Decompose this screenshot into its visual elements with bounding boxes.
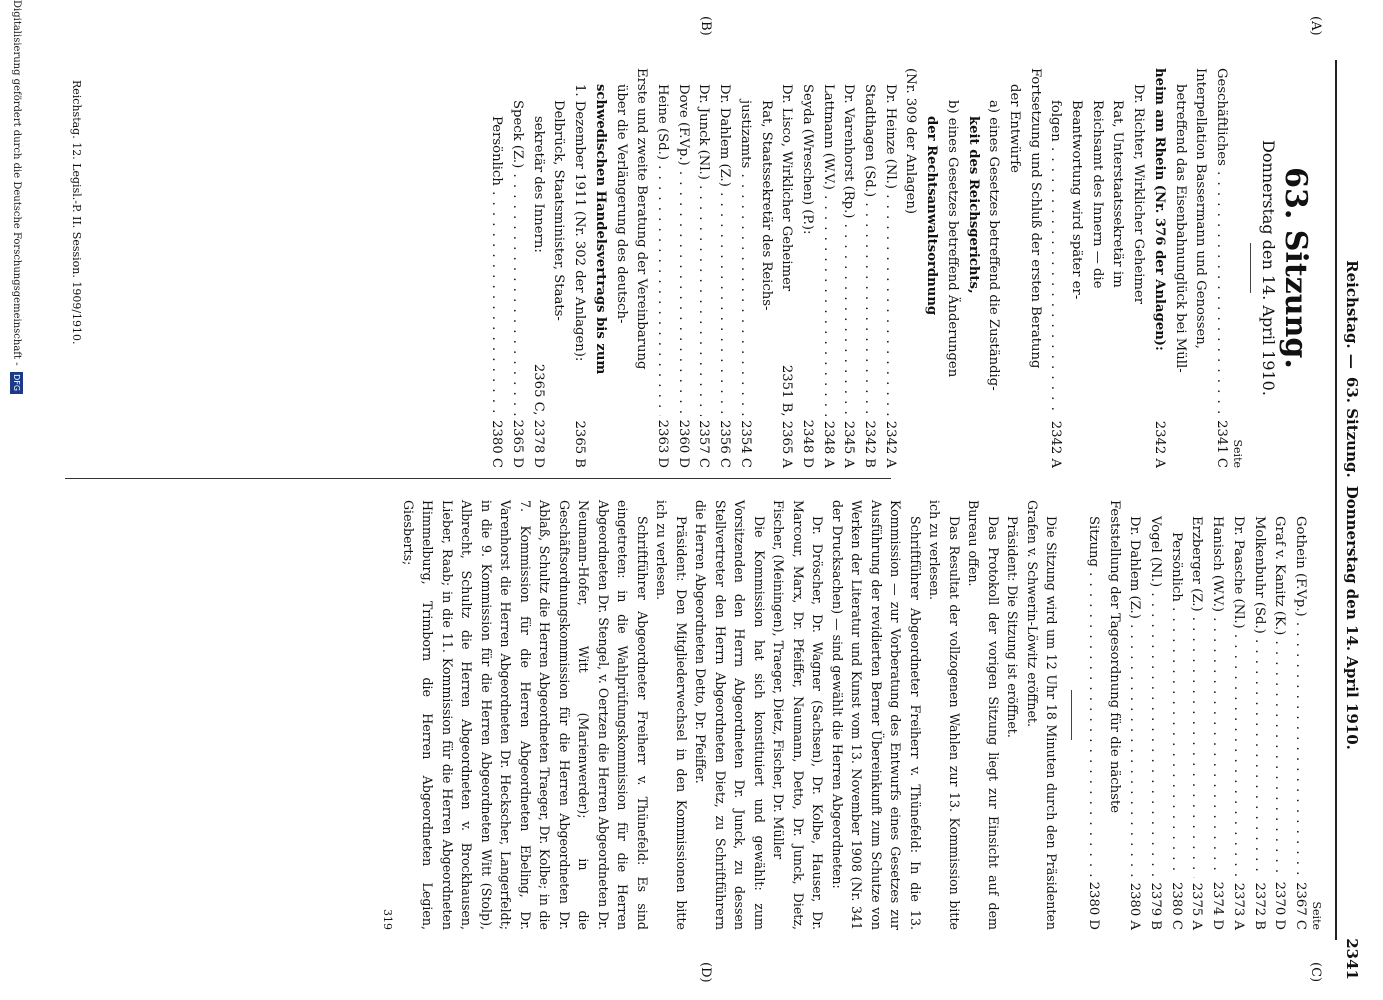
proceedings-paragraph: Das Protokoll der vorigen Sitzung liegt zur Einsicht auf dem Bureau offen.	[966, 500, 1001, 930]
toc-entry-page: 2342 B	[862, 420, 878, 468]
toc-entry-page	[920, 416, 941, 468]
toc-entry-text: keit des Reichsgerichts,	[965, 116, 981, 294]
proceedings-paragraph: Das Resultat der vollzogenen Wahlen zur 13. Kommission bitte ich zu verlesen.	[927, 500, 962, 930]
column-divider	[65, 478, 891, 479]
toc-entry-page: 2348 D	[799, 419, 815, 468]
toc-entry-text: Fortsetzung und Schluß der ersten Beratung	[1027, 68, 1043, 369]
page-number: 2341	[1343, 938, 1361, 980]
toc-entry-text: Dr. Heinze (Nl.) . . .	[879, 68, 900, 416]
toc-entry-page	[589, 416, 610, 468]
toc-row	[1124, 500, 1145, 930]
toc-row	[920, 68, 941, 468]
toc-entry-text: Vogel (Nl.) . . .	[1144, 500, 1165, 878]
toc-entry-text: Dr. Richter, Wirklicher Geheimer	[1131, 84, 1147, 305]
toc-entry-text: betreffend das Eisenbahnunglück bei Müll-	[1172, 84, 1188, 373]
digitization-credit	[10, 0, 23, 1000]
page-footer: Reichstag. 12. Legisl.-P. II. Session. 1909/1910.	[70, 80, 83, 345]
toc-entry-page	[983, 416, 1004, 468]
toc-entry-page: 2367 C	[1293, 882, 1308, 930]
toc-row	[1086, 68, 1107, 468]
toc-entry-text: Dr. Junck (Nl.) . . .	[693, 68, 714, 416]
toc-entry-page: 2380 C	[489, 420, 505, 468]
toc-row	[734, 68, 755, 468]
toc-entry-text: Seyda (Wreschen) (P.):	[799, 84, 815, 235]
sheet-signature: 319	[381, 909, 395, 930]
toc-entry-page	[548, 416, 569, 468]
proceedings-paragraph: Schriftführer Abgeordneter Freiherr v. Thünefeld: Es sind eingetreten: in die Wahlprüfungskommission für die Herren Abgeordneten Dr. Stengel, v. Oertzen die Herren Abgeordneten Dr. Neumann-Hofer, Witt (Marienwerder); in die Geschäftsordnungskommission für die Herren Abgeordneten Dr. Ablaß, Schultz die Herren Abgeordneten Traeger, Dr. Kolbe; in die 7. Kommission für die Herren Abgeordneten Ebeling, Dr. Varenhorst die Herren Abgeordneten Dr. Heckscher, Langerfeldt; in die 9. Kommission für die Herren Abgeordneten Witt (Stolp), Albrecht, Schultz die Herren Abgeordneten v. Brockhausen, Lieber, Raab; in die 11. Kommission für die Herren Abgeordneten Himmelburg, Trimborn die Herren Abgeordneten Legien, Giesberts;	[400, 500, 650, 930]
seite-label-left: Seite	[1231, 439, 1244, 468]
toc-row	[755, 68, 776, 468]
toc-row	[1065, 68, 1086, 468]
toc-row	[879, 68, 900, 468]
toc-row	[838, 68, 859, 468]
toc-entry-text: über die Verlängerung des deutsch-	[613, 84, 629, 324]
toc-entry-page: 2360 D	[675, 419, 691, 468]
toc-entry-text: Dr. Paasche (Nl.) . . .	[1227, 500, 1248, 878]
session-date: Donnerstag den 14. April 1910.	[1259, 140, 1278, 396]
toc-entry-page: 2357 C	[696, 420, 712, 468]
toc-row	[1289, 500, 1310, 930]
toc-entry-text: Dr. Dahlem (Z.) . . .	[713, 68, 734, 416]
toc-row	[983, 68, 1004, 468]
toc-entry-page	[941, 416, 962, 468]
toc-entry-page: 2380 D	[1085, 881, 1101, 930]
toc-entry-page	[1086, 416, 1107, 468]
toc-row	[962, 68, 983, 468]
toc-entry-page: 2342 A	[882, 420, 898, 468]
toc-entry-text: Molkenbuhr (Sd.) . . .	[1248, 500, 1269, 878]
toc-entry-page	[1003, 416, 1024, 468]
toc-entry-text: Persönlich . . .	[1165, 500, 1186, 878]
toc-row	[1165, 500, 1186, 930]
toc-entry-text: Beantwortung wird später er-	[1069, 100, 1085, 300]
toc-entry-text: 1. Dezember 1911 (Nr. 302 der Anlagen):	[572, 84, 588, 362]
toc-row	[1148, 68, 1169, 468]
toc-row	[1103, 500, 1124, 930]
toc-row	[631, 68, 652, 468]
toc-entry-page: 2365 D	[510, 419, 526, 468]
toc-entry-page	[1065, 416, 1086, 468]
toc-entry-page	[1107, 416, 1128, 468]
proceedings-paragraph: Präsident: Die Sitzung ist eröffnet.	[1005, 516, 1021, 738]
page-title: 63. Sitzung.	[1278, 167, 1313, 369]
toc-column-left	[486, 68, 1313, 468]
toc-row	[941, 68, 962, 468]
proceedings-paragraph: Schriftführer Abgeordneter Freiherr v. Thünefeld: In die 13. Kommission — zur Vorberatung des Entwurfs eines Gesetzes zur Ausführung der revidierten Berner Übereinkunft zum Schutze von Werken der Literatur und Kunst vom 13. November 1908 (Nr. 341 der Drucksachen) — sind gewählt die Herren Abgeordneten:	[829, 500, 923, 930]
title-rule	[1250, 243, 1251, 293]
running-header	[1343, 60, 1361, 950]
toc-row	[693, 68, 714, 468]
toc-entry-text: (Nr. 309 der Anlagen)	[903, 68, 919, 215]
toc-entry-page	[631, 416, 652, 468]
toc-row	[1269, 500, 1290, 930]
toc-entry-page: 2348 A	[820, 420, 836, 468]
toc-entry-text: Rat, Staatssekretär des Reichs-	[758, 100, 774, 311]
toc-row	[1107, 68, 1128, 468]
toc-entry-text: Speck (Z.) . . .	[506, 68, 527, 416]
toc-entry-page: 2380 C	[1168, 882, 1184, 930]
toc-entry-page	[755, 416, 776, 468]
toc-entry-page: 2370 D	[1272, 881, 1288, 930]
toc-row	[1227, 500, 1248, 930]
toc-row	[858, 68, 879, 468]
seite-label-right: Seite	[1310, 901, 1323, 930]
toc-entry-page: 2380 A	[1127, 882, 1143, 930]
toc-entry-text: der Entwürfe	[1006, 84, 1022, 173]
toc-entry-text: Dr. Varenhorst (Rp.) . . .	[838, 68, 859, 416]
toc-entry-page	[1127, 416, 1148, 468]
toc-entry-text: Erste und zweite Beratung der Vereinbarung	[634, 68, 650, 370]
credit-text: Digitalisierung gefördert durch die Deutsche Forschungsgemeinschaft -	[11, 0, 22, 366]
toc-entry-page	[1169, 416, 1190, 468]
toc-entry-text: sekretär des Innern:	[530, 116, 546, 253]
header-left: Reichstag. —	[1343, 260, 1361, 369]
toc-entry-text: schwedischen Handelsvertrags bis zum	[592, 84, 608, 375]
toc-entry-page: 2375 A	[1189, 882, 1205, 930]
toc-entry-text: Erzberger (Z.) . . .	[1186, 500, 1207, 878]
toc-entry-page: 2351 B, 2365 A	[779, 364, 795, 468]
toc-row	[1045, 68, 1066, 468]
toc-entry-text: Geschäftliches . . .	[1210, 68, 1231, 416]
margin-mark-c: (C)	[1308, 962, 1323, 983]
toc-entry-text: Persönlich . . .	[486, 68, 507, 416]
toc-entry-text: Reichsamt des Innern — die	[1089, 100, 1105, 289]
toc-row	[1210, 68, 1231, 468]
toc-entry-page	[900, 416, 921, 468]
toc-entry-text: Gothein (F.Vp.) . . .	[1289, 500, 1310, 878]
toc-row	[1186, 500, 1207, 930]
header-rule	[1335, 60, 1337, 940]
toc-row	[1127, 68, 1148, 468]
toc-entry-page: 2356 C	[717, 420, 733, 468]
toc-entry-text: b) eines Gesetzes betreffend Änderungen	[944, 100, 960, 378]
toc-row	[506, 68, 527, 468]
toc-row	[569, 68, 590, 468]
toc-entry-page: 2345 A	[841, 420, 857, 468]
toc-entry-page: 2365 B	[572, 420, 588, 468]
toc-entry-page: 2373 A	[1230, 882, 1246, 930]
toc-row	[672, 68, 693, 468]
toc-entry-text: Interpellation Bassermann und Genossen,	[1193, 68, 1209, 349]
toc-entry-page: 2365 C, 2378 D	[530, 363, 546, 468]
toc-row	[1003, 68, 1024, 468]
toc-row	[776, 68, 797, 468]
toc-entry-text: Dr. Lisco, Wirklicher Geheimer	[779, 84, 795, 292]
toc-row	[548, 68, 569, 468]
toc-entry-text: Heine (Sd.) . . .	[651, 68, 672, 416]
toc-row	[796, 68, 817, 468]
toc-entry-text: der Rechtsanwaltsordnung	[924, 116, 940, 316]
toc-entry-page	[962, 416, 983, 468]
toc-entry-page	[610, 416, 631, 468]
toc-row	[713, 68, 734, 468]
toc-row	[1144, 500, 1165, 930]
margin-mark-d: (D)	[698, 962, 713, 983]
toc-row	[1206, 500, 1227, 930]
proceedings-paragraph: Präsident: Den Mitgliederwechsel in den Kommissionen bitte ich zu verlesen.	[654, 500, 689, 930]
toc-entry-page	[1190, 416, 1211, 468]
toc-end-rule	[1071, 690, 1072, 740]
toc-entry-page: 2363 D	[655, 419, 671, 468]
toc-entry-text: justizamts . . .	[734, 68, 755, 416]
toc-entry-page	[1024, 416, 1045, 468]
toc-row	[1248, 500, 1269, 930]
toc-entry-text: Feststellung der Tagesordnung für die nächste	[1106, 500, 1122, 814]
toc-entry-page: 2372 B	[1251, 882, 1267, 930]
toc-entries-right	[1082, 500, 1310, 930]
proceedings-paragraph: Dr. Dröscher, Dr. Wagner (Sachsen), Dr. Kolbe, Hauser, Dr. Marcour, Marx, Dr. Pfeiffer, Naumann, Detto, Dr. Junck, Dietz, Fischer, (Meiningen), Traeger, Dietz, Fischer, Dr. Müller	[771, 500, 826, 930]
dfg-logo-icon: DFG	[10, 372, 23, 394]
toc-entry-text: Dove (F.Vp.) . . .	[672, 68, 693, 416]
toc-row	[527, 68, 548, 468]
toc-row	[651, 68, 672, 468]
toc-entry-text: folgen . . .	[1045, 68, 1066, 416]
toc-row	[610, 68, 631, 468]
toc-entry-text: heim am Rhein (Nr. 376 der Anlagen):	[1151, 68, 1167, 351]
toc-column-right	[381, 500, 1323, 930]
toc-row	[1169, 68, 1190, 468]
proceedings-paragraph: Die Sitzung wird um 12 Uhr 18 Minuten durch den Präsidenten Grafen v. Schwerin-Löwitz eröffnet.	[1024, 500, 1060, 930]
toc-row	[900, 68, 921, 468]
toc-row	[1190, 68, 1211, 468]
toc-row	[486, 68, 507, 468]
toc-entry-page	[1103, 878, 1124, 930]
toc-entry-page: 2354 C	[737, 420, 753, 468]
margin-mark-b: (B)	[698, 16, 713, 36]
toc-entry-text: Dr. Dahlem (Z.) . . .	[1124, 500, 1145, 878]
toc-entry-text: Graf v. Kanitz (K.) . . .	[1269, 500, 1290, 878]
toc-entry-text: a) eines Gesetzes betreffend die Zuständig-	[986, 100, 1002, 391]
toc-row	[589, 68, 610, 468]
toc-entries-left	[486, 68, 1231, 468]
toc-row	[1082, 500, 1103, 930]
toc-entry-page: 2342 A	[1151, 420, 1167, 468]
toc-entry-text: Stadthagen (Sd.) . . .	[858, 68, 879, 416]
toc-entry-text: Sitzung . . .	[1082, 500, 1103, 878]
toc-entry-page: 2342 A	[1048, 420, 1064, 468]
toc-row	[817, 68, 838, 468]
toc-entry-text: Delbrück, Staatsminister, Staats-	[551, 100, 567, 321]
toc-entry-page: 2379 B	[1148, 882, 1164, 930]
header-mid: 63. Sitzung.	[1343, 376, 1361, 478]
toc-entry-page: 2341 C	[1214, 420, 1229, 468]
proceedings-text	[398, 500, 1061, 930]
margin-mark-a: (A)	[1308, 16, 1323, 36]
proceedings-paragraph: Die Kommission hat sich konstituiert und gewählt: zum Vorsitzenden den Herrn Abgeordneten Dr. Junck, zu dessen Stellvertreter den Herrn Abgeordneten Dietz, zu Schriftführern die Herren Abgeordneten Detto, Dr. Pfeiffer.	[693, 500, 767, 930]
toc-entry-text: Lattmann (W.V.) . . .	[817, 68, 838, 416]
header-right: Donnerstag den 14. April 1910.	[1343, 485, 1361, 750]
toc-entry-text: Hanisch (W.V.) . . .	[1206, 500, 1227, 878]
toc-row	[1024, 68, 1045, 468]
toc-entry-page: 2374 D	[1210, 881, 1226, 930]
toc-entry-text: Rat, Unterstaatssekretär im	[1110, 100, 1126, 288]
